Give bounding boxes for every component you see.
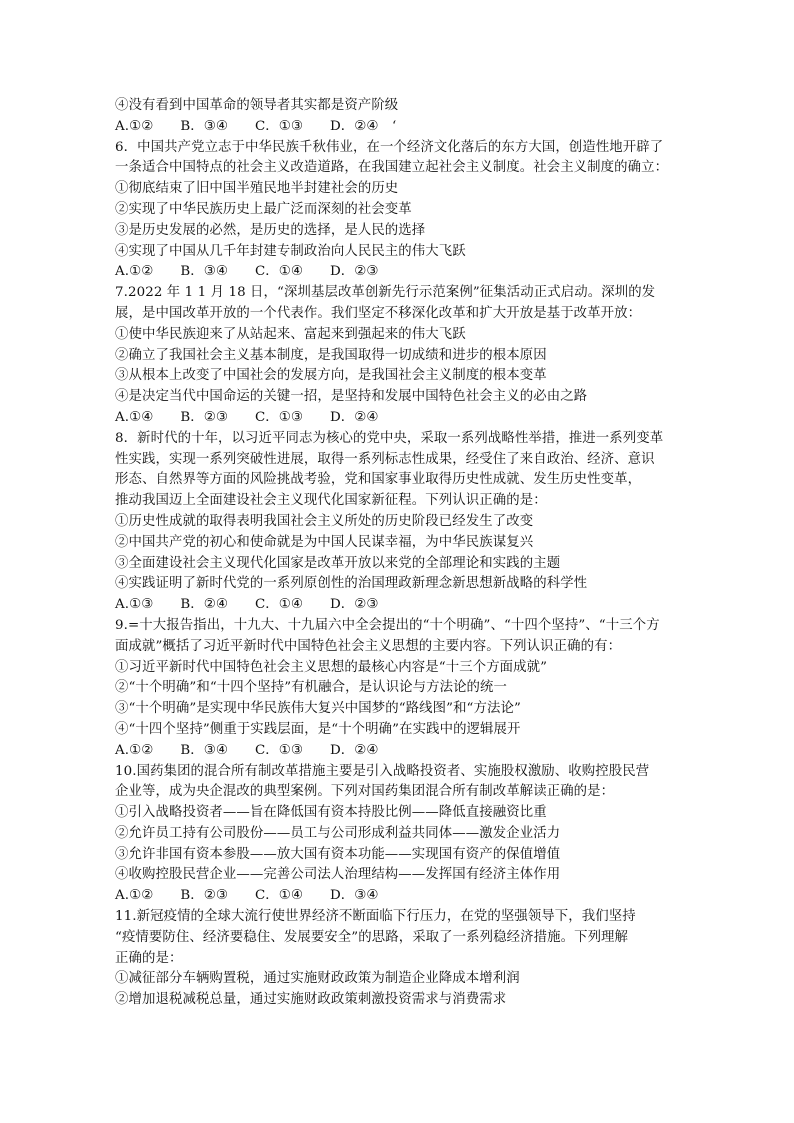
q11-stem-line-1: 11.新冠疫情的全球大流行使世界经济不断面临下行压力，在党的坚强领导下，我们坚持 <box>115 909 636 925</box>
q7-stem-line-2: 展，是中国改革开放的一个代表作。我们坚定不移深化改革和扩大开放是基于改革开放： <box>115 305 642 321</box>
q8-option-2: ②中国共产党的初心和使命就是为中国人民谋幸福，为中华民族谋复兴 <box>115 534 534 550</box>
q8-option-4: ④实践证明了新时代党的一系列原创性的治国理政新理念新思想新战略的科学性 <box>115 576 588 592</box>
q7-stem-line-1: 7.2022 年 1 1 月 18 日，“深圳基层改革创新先行示范案例”征集活动正式启动。深圳的发 <box>115 285 656 301</box>
q6-option-3: ③是历史发展的必然，是历史的选择，是人民的选择 <box>115 222 426 238</box>
q8-option-3: ③全面建设社会主义现代化国家是改革开放以来党的全部理论和实践的主题 <box>115 555 561 571</box>
q9-option-2: ②“十个明确”和“十四个坚持”有机融合，是认识论与方法论的统一 <box>115 680 508 696</box>
q11-option-1: ①减征部分车辆购置税，通过实施财政政策为制造企业降成本增利润 <box>115 971 520 987</box>
q9-stem-line-1: 9.=十大报告指出，十九大、十九届六中全会提出的“十个明确”、“十四个坚持”、“十三个方 <box>115 617 660 633</box>
q9-option-4: ④“十四个坚持”侧重于实践层面，是“十个明确”在实践中的逻辑展开 <box>115 721 521 737</box>
q10-option-4: ④收购控股民营企业——完善公司法人治理结构——发挥国有经济主体作用 <box>115 867 561 883</box>
q8-answer-choices: A.①③ B．②④ C．①④ D．②③ <box>115 597 379 613</box>
q9-stem-line-2: 面成就”概括了习近平新时代中国特色社会主义思想的主要内容。下列认识正确的有： <box>115 638 622 654</box>
q5-option-4: ④没有看到中国革命的领导者其实都是资产阶级 <box>115 98 399 113</box>
q7-option-3: ③从根本上改变了中国社会的发展方向，是我国社会主义制度的根本变革 <box>115 368 547 384</box>
q6-option-1: ①彻底结束了旧中国半殖民地半封建社会的历史 <box>115 181 399 197</box>
q7-option-1: ①使中华民族迎来了从站起来、富起来到强起来的伟大飞跃 <box>115 326 466 342</box>
q6-answer-choices: A.①② B．③④ C．①④ D．②③ <box>115 264 379 280</box>
q11-stem-line-2: “疫情要防住、经济要稳住、发展要安全”的思路，采取了一系列稳经济措施。下列理解 <box>115 929 629 945</box>
q7-option-4: ④是决定当代中国命运的关键一招，是坚持和发展中国特色社会主义的必由之路 <box>115 389 588 405</box>
q6-stem-line-1: 6．中国共产党立志于中华民族千秋伟业，在一个经济文化落后的东方大国，创造性地开辟了 <box>115 139 664 155</box>
q9-option-3: ③“十个明确”是实现中华民族伟大复兴中国梦的“路线图”和“方法论” <box>115 701 521 717</box>
q8-stem-line-1: 8．新时代的十年，以习近平同志为核心的党中央，采取一系列战略性举措，推进一系列变革 <box>115 430 664 446</box>
q10-option-3: ③允许非国有资本参股——放大国有资本功能——实现国有资产的保值增值 <box>115 846 561 862</box>
q9-option-1: ①习近平新时代中国特色社会主义思想的最核心内容是“十三个方面成就” <box>115 659 548 675</box>
q6-stem-line-2: 一条适合中国特点的社会主义改造道路，在我国建立起社会主义制度。社会主义制度的确立： <box>115 160 669 176</box>
q11-stem-line-3: 正确的是： <box>115 950 183 966</box>
q9-answer-choices: A.①② B．③④ C．①③ D．②④ <box>115 742 379 758</box>
exam-page <box>115 96 695 1011</box>
q10-stem-line-2: 企业等，成为央企混改的典型案例。下列对国药集团混合所有制改革解读正确的是： <box>115 784 615 800</box>
q7-answer-choices: A.①④ B．②③ C．①③ D．②④ <box>115 409 379 425</box>
q6-option-2: ②实现了中华民族历史上最广泛而深刻的社会变革 <box>115 201 412 217</box>
q6-option-4: ④实现了中国从几千年封建专制政治向人民民主的伟大飞跃 <box>115 243 466 259</box>
q11-option-2: ②增加退税减税总量，通过实施财政政策刺激投资需求与消费需求 <box>115 992 507 1008</box>
q7-option-2: ②确立了我国社会主义基本制度，是我国取得一切成绩和进步的根本原因 <box>115 347 547 363</box>
q8-stem-line-3: 形态、自然界等方面的风险挑战考验，党和国家事业取得历史性成就、发生历史性变革， <box>115 472 642 488</box>
q10-stem-line-1: 10.国药集团的混合所有制改革措施主要是引入战略投资者、实施股权激励、收购控股民营 <box>115 763 650 779</box>
q10-option-2: ②允许员工持有公司股份——员工与公司形成利益共同体——激发企业活力 <box>115 825 561 841</box>
q8-stem-line-2: 性实践，实现一系列突破性进展，取得一系列标志性成果，经受住了来自政治、经济、意识 <box>115 451 655 467</box>
q8-option-1: ①历史性成就的取得表明我国社会主义所处的历史阶段已经发生了改变 <box>115 513 534 529</box>
q8-stem-line-4: 推动我国迈上全面建设社会主义现代化国家新征程。下列认识正确的是： <box>115 493 547 509</box>
q10-option-1: ①引入战略投资者——旨在降低国有资本持股比例——降低直接融资比重 <box>115 805 547 821</box>
q5-answer-choices: A.①② B．③④ C．①③ D．②④ ‘ <box>115 118 397 134</box>
q10-answer-choices: A.①② B．②③ C．①④ D．③④ <box>115 888 379 904</box>
